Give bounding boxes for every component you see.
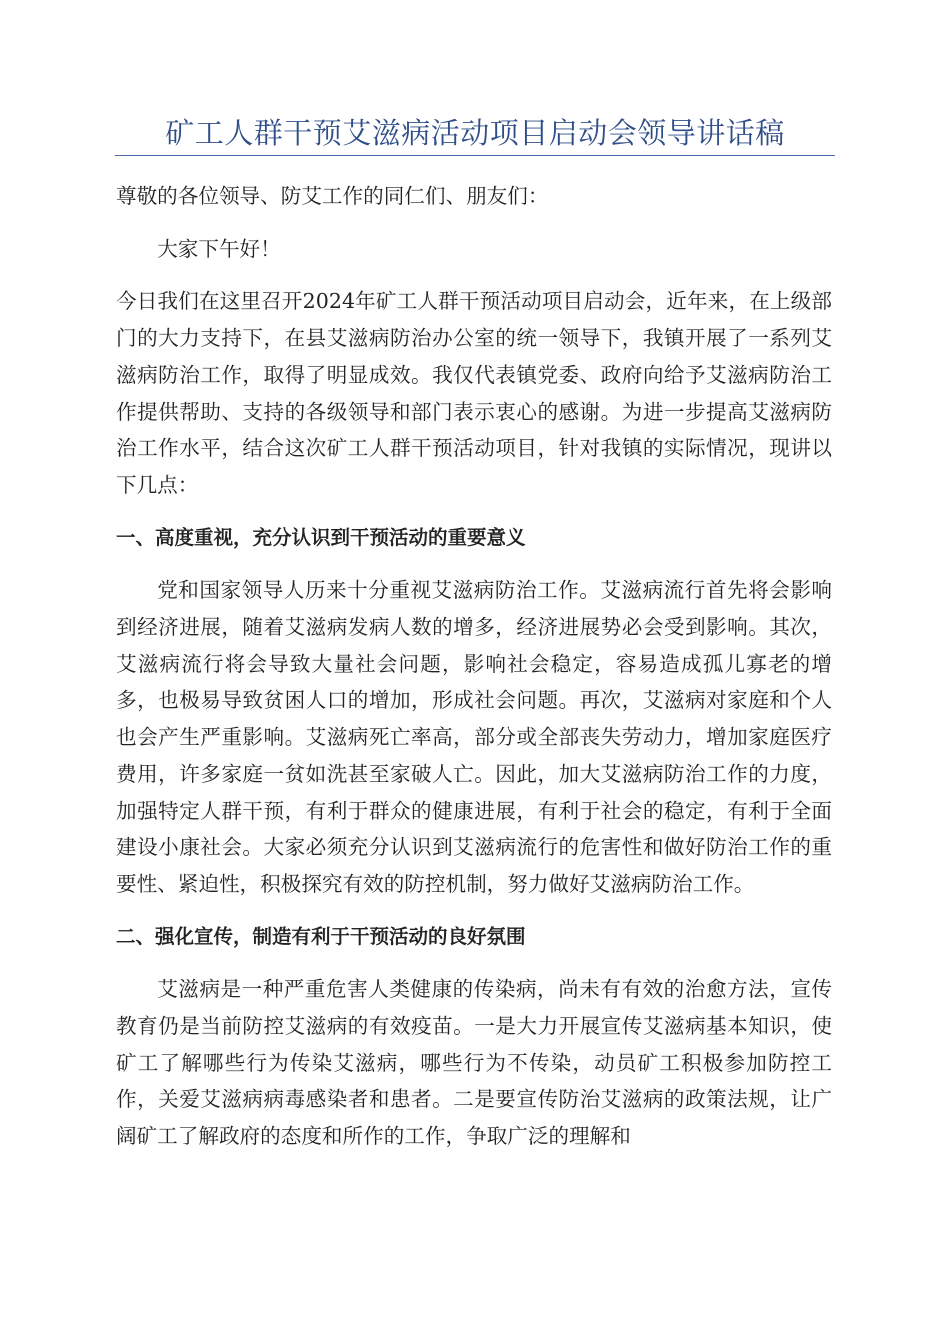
section-1-line: 劳动力，增加家庭医疗费用，许多家庭一贫如洗甚至家破人亡。因此，加 — [116, 725, 832, 786]
section-2-line: 知识，使矿工了解哪些行为传染艾滋病，哪些行为不传染，动员矿工积极 — [116, 1014, 832, 1075]
section-1-line: 影响到经济进展，随着艾滋病发病人数的增多，经济进展势必会受到影 — [116, 578, 833, 640]
section-2-line: 艾滋病是一种严重危害人类健康的传染病，尚未有有效的治愈方法， — [157, 977, 791, 1002]
section-heading-2: 二、强化宣传，制造有利于干预活动的良好氛围 — [116, 924, 526, 948]
intro-paragraph — [116, 283, 832, 503]
section-2-line: 宣传教育仍是当前防控艾滋病的有效疫苗。一是大力开展宣传艾滋病基本 — [116, 977, 833, 1039]
section-1-line: 大艾滋病防治工作的力度，加强特定人群干预，有利于群众的健康进展， — [116, 761, 833, 823]
section-1-line: 机制，努力做好艾滋病防治工作。 — [445, 871, 755, 896]
greeting: 大家下午好！ — [157, 236, 281, 261]
section-1-line: 病流行的危害性和做好防治工作的重要性、紧迫性，积极探究有效的防控 — [116, 835, 832, 896]
section-1-line: 滋病对家庭和个人也会产生严重影响。艾滋病死亡率高，部分或全部丧失 — [116, 688, 833, 750]
intro-line: 目，针对我镇的实际情况，现讲以下几点： — [116, 436, 833, 497]
section-heading-1: 一、高度重视，充分认识到干预活动的重要意义 — [116, 525, 526, 549]
section-1-line: 孤儿寡老的增多，也极易导致贫困人口的增加，形成社会问题。再次，艾 — [116, 651, 833, 713]
section-2-line: 政策法规，让广阔矿工了解政府的态度和所作的工作，争取广泛的理解和 — [116, 1087, 832, 1149]
section-1-line: 党和国家领导人历来十分重视艾滋病防治工作。艾滋病流行首先将会 — [157, 578, 791, 603]
section-1-paragraph — [116, 572, 832, 902]
section-2-paragraph — [116, 971, 832, 1155]
intro-line: 谢。为进一步提高艾滋病防治工作水平，结合这次矿工人群干预活动项 — [116, 399, 833, 461]
section-1-line: 响。其次，艾滋病流行将会导致大量社会问题，影响社会稳定，容易造成 — [116, 615, 833, 676]
intro-line: 来，在上级部门的大力支持下，在县艾滋病防治办公室的统一领导下，我 — [116, 289, 832, 351]
section-2-line: 参加防控工作，关爱艾滋病病毒感染者和患者。二是要宣传防治艾滋病的 — [116, 1050, 833, 1112]
salutation: 尊敬的各位领导、防艾工作的同仁们、朋友们： — [116, 184, 549, 208]
document-body — [116, 178, 832, 1171]
intro-line: 镇开展了一系列艾滋病防治工作，取得了明显成效。我仅代表镇党委、政 — [116, 326, 833, 387]
section-1-line: 有利于社会的稳定，有利于全面建设小康社会。大家必须充分认识到艾滋 — [116, 798, 833, 860]
intro-line: 府向给予艾滋病防治工作提供帮助、支持的各级领导和部门表示衷心的感 — [116, 362, 832, 424]
intro-line: 今日我们在这里召开2024年矿工人群干预活动项目启动会，近年 — [116, 289, 708, 314]
title-underline — [115, 155, 835, 156]
document-title: 矿工人群干预艾滋病活动项目启动会领导讲话稿 — [165, 116, 785, 150]
